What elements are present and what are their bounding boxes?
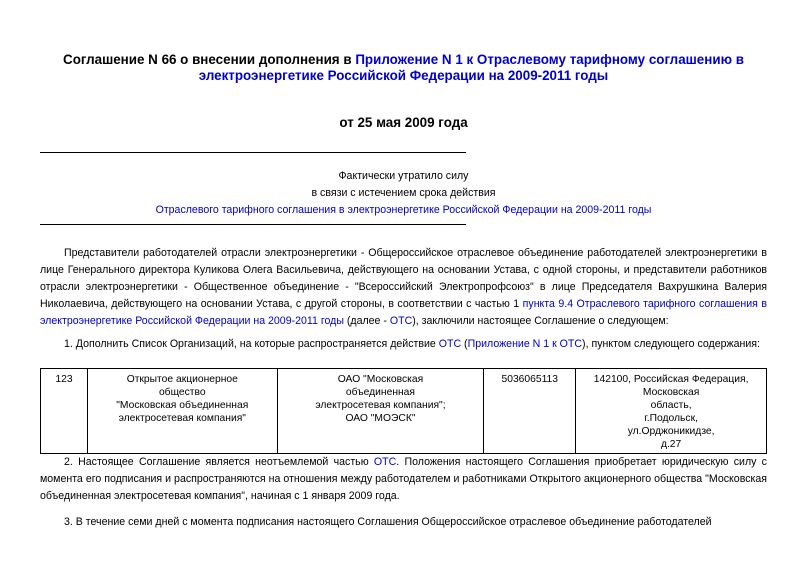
bottom-divider (40, 224, 466, 225)
item-3-text-1: 3. В течение семи дней с момента подписания настоящего Соглашения Общероссийское отраслевое объединение работодателей (64, 516, 712, 528)
title-text: Соглашение N 66 о внесении дополнения в (63, 52, 356, 67)
org-name-line: общество (158, 387, 206, 398)
item-1-text-1: 1. Дополнить Список Организаций, на которые распространяется действие (64, 338, 439, 350)
title-link-appendix-1[interactable]: Приложение N 1 к Отраслевому тарифному соглашению в электроэнергетике Российской Федерации на 2009-2011 годы (198, 52, 744, 83)
org-short-name-line: ОАО "МОЭСК" (345, 413, 416, 424)
status-note-line-2: в связи с истечением срока действия (311, 187, 496, 199)
org-name-cell (87, 369, 277, 454)
org-short-name-line: электросетевая компания"; (315, 400, 446, 411)
top-divider (40, 152, 466, 153)
org-short-name-line: объединенная (345, 387, 415, 398)
org-name-line: Открытое акционерное (126, 374, 238, 385)
org-short-name-cell (277, 369, 484, 454)
status-note-line-1: Фактически утратило силу (338, 170, 469, 182)
org-address-line: д.27 (660, 439, 682, 450)
org-address-line: ул.Орджоникидзе, (627, 426, 715, 437)
item-1-text-3: ), пунктом следующего содержания: (582, 338, 760, 350)
preamble-link-clause-9-4[interactable]: пункта 9.4 Отраслевого тарифного соглашения в электроэнергетике Российской Федерации на 2009-2011 годы (40, 298, 767, 327)
org-address-line: Московская (642, 387, 700, 398)
status-note (40, 168, 767, 219)
item-2-text-1: 2. Настоящее Соглашение является неотъемлемой частью (64, 456, 374, 468)
preamble-text-1: Представители работодателей отрасли электроэнергетики - Общероссийское отраслевое объединение работодателей электроэнергетики в лице Генерального директора Куликова Олега Васильевича, действующего на основании Устава, с одной стороны, и представители работников отрасли электроэнергетики - Общественное объединение - "Всероссийский Электропрофсоюз" в лице Председателя Вахрушкина Валерия Николаевича, действующего на основании Устава, с другой стороны, в соответствии с частью 1 (40, 247, 767, 310)
org-name-line: электросетевая компания" (118, 413, 246, 424)
org-address-line: область, (650, 400, 692, 411)
table-row (41, 369, 767, 454)
document-title (40, 52, 767, 84)
status-note-link[interactable]: Отраслевого тарифного соглашения в электроэнергетике Российской Федерации на 2009-2011 годы (155, 204, 652, 216)
org-name-line: "Московская объединенная (116, 400, 249, 411)
org-address-line: 142100, Российская Федерация, (593, 374, 749, 385)
organization-table (40, 368, 767, 454)
item-2-text-2: . Положения настоящего Соглашения приобретает юридическую силу с момента его подписания и распространяются на отношения между работодателем и работниками Открытого акционерного общества "Московская объединенная электросетевая компания", начиная с 1 января 2009 года. (40, 456, 767, 502)
item-2-paragraph (40, 454, 767, 505)
org-address-cell (576, 369, 767, 454)
org-inn-cell: 5036065113 (484, 369, 576, 454)
item-1-text-2: ( (461, 338, 468, 350)
item-2-link-ots[interactable]: ОТС (373, 456, 397, 468)
item-1-link-ots[interactable]: ОТС (438, 338, 462, 350)
preamble-paragraph (40, 245, 767, 330)
item-1-paragraph (40, 336, 767, 353)
preamble-text-2: (далее - (343, 315, 390, 327)
document-date: от 25 мая 2009 года (339, 115, 468, 130)
org-address-line: г.Подольск, (644, 413, 698, 424)
org-number-cell: 123 (41, 369, 88, 454)
item-1-link-appendix[interactable]: Приложение N 1 к ОТС (467, 338, 583, 350)
org-short-name-line: ОАО "Московская (337, 374, 424, 385)
item-3-paragraph (40, 514, 767, 531)
preamble-link-ots[interactable]: ОТС (389, 315, 413, 327)
preamble-text-3: ), заключили настоящее Соглашение о следующем: (412, 315, 669, 327)
